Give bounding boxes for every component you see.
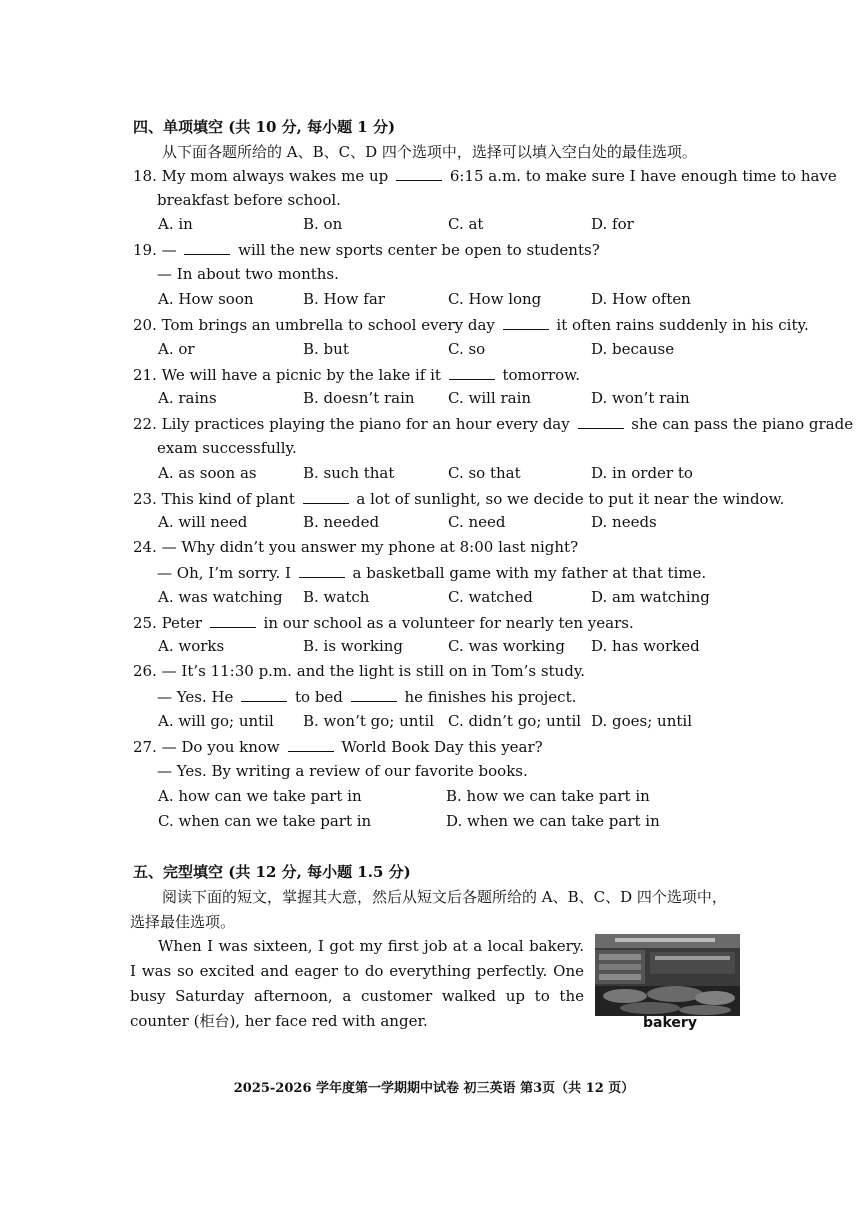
question-24-stem: 24. — Why didn’t you answer my phone at 8:00 last night? <box>133 538 579 556</box>
option-d: D. when we can take part in <box>446 812 660 830</box>
bakery-photo <box>595 934 740 1016</box>
section4-title: 四、单项填空 (共 10 分, 每小题 1 分) <box>133 118 396 136</box>
answer-blank <box>288 737 334 752</box>
question-27-options-row2 <box>158 812 778 834</box>
option-a: A. as soon as <box>158 464 257 482</box>
question-20-options <box>158 340 778 362</box>
question-18-cont: breakfast before school. <box>157 191 341 209</box>
option-a: A. was watching <box>158 588 283 606</box>
option-c: C. will rain <box>448 389 532 407</box>
question-19-options <box>158 290 778 312</box>
question-22-options <box>158 464 778 486</box>
question-19-cont: — In about two months. <box>157 265 339 283</box>
option-a: A. How soon <box>158 290 254 308</box>
question-26-cont: — Yes. He to bed he finishes his project. <box>157 688 577 706</box>
page-footer: 2025-2026 学年度第一学期期中试卷 初三英语 第3页（共 12 页） <box>233 1081 635 1096</box>
option-b: B. How far <box>303 290 385 308</box>
option-d: D. needs <box>591 513 657 531</box>
option-d: D. has worked <box>591 637 700 655</box>
section5-title: 五、完型填空 (共 12 分, 每小题 1.5 分) <box>133 863 411 881</box>
option-a: A. or <box>158 340 195 358</box>
option-c: C. watched <box>448 588 533 606</box>
question-22-stem: 22. Lily practices playing the piano for an hour every day she can pass the piano grade <box>133 415 854 433</box>
option-b: B. won’t go; until <box>303 712 435 730</box>
option-c: C. so that <box>448 464 521 482</box>
answer-blank <box>578 414 624 429</box>
option-d: D. am watching <box>591 588 710 606</box>
option-b: B. but <box>303 340 349 358</box>
question-26-stem: 26. — It’s 11:30 p.m. and the light is still on in Tom’s study. <box>133 662 586 680</box>
question-21-stem: 21. We will have a picnic by the lake if it tomorrow. <box>133 366 580 384</box>
option-d: D. because <box>591 340 675 358</box>
question-24-options <box>158 588 778 610</box>
option-c: C. didn’t go; until <box>448 712 582 730</box>
option-c: C. at <box>448 215 484 233</box>
cloze-passage: When I was sixteen, I got my first job at a local bakery. I was so excited and eager to do everything perfectly. One busy Saturday afternoon, a customer walked up to the counter (柜台), her face red with anger. <box>130 937 584 1030</box>
section5-instruction-line2: 选择最佳选项。 <box>130 913 236 931</box>
option-d: D. goes; until <box>591 712 693 730</box>
question-22-cont: exam successfully. <box>157 439 297 457</box>
option-b: B. how we can take part in <box>446 787 650 805</box>
question-24-cont: — Oh, I’m sorry. I a basketball game with my father at that time. <box>157 564 707 582</box>
option-b: B. is working <box>303 637 404 655</box>
question-20-stem: 20. Tom brings an umbrella to school every day it often rains suddenly in his city. <box>133 316 809 334</box>
question-26-options <box>158 712 778 734</box>
option-d: D. How often <box>591 290 691 308</box>
bakery-image <box>595 934 740 1016</box>
option-a: A. works <box>158 637 225 655</box>
question-27-options-row1 <box>158 787 778 809</box>
option-c: C. How long <box>448 290 542 308</box>
question-23-stem: 23. This kind of plant a lot of sunlight, so we decide to put it near the window. <box>133 490 785 508</box>
option-a: A. in <box>158 215 193 233</box>
section4-instruction: 从下面各题所给的 A、B、C、D 四个选项中，选择可以填入空白处的最佳选项。 <box>162 143 697 161</box>
option-b: B. on <box>303 215 343 233</box>
question-25-options <box>158 637 778 659</box>
answer-blank <box>351 687 397 702</box>
question-25-stem: 25. Peter in our school as a volunteer for nearly ten years. <box>133 614 634 632</box>
option-d: D. won’t rain <box>591 389 690 407</box>
option-c: C. when can we take part in <box>158 812 372 830</box>
option-b: B. such that <box>303 464 395 482</box>
answer-blank <box>184 240 230 255</box>
option-b: B. doesn’t rain <box>303 389 415 407</box>
option-b: B. watch <box>303 588 370 606</box>
option-a: A. will go; until <box>158 712 274 730</box>
option-a: A. how can we take part in <box>158 787 362 805</box>
option-d: D. for <box>591 215 634 233</box>
option-c: C. was working <box>448 637 565 655</box>
answer-blank <box>299 563 345 578</box>
option-b: B. needed <box>303 513 380 531</box>
question-23-options <box>158 513 778 535</box>
answer-blank <box>210 613 256 628</box>
option-c: C. so <box>448 340 486 358</box>
option-c: C. need <box>448 513 506 531</box>
question-18-options <box>158 215 778 237</box>
question-21-options <box>158 389 778 411</box>
section5-instruction-line1: 阅读下面的短文，掌握其大意，然后从短文后各题所给的 A、B、C、D 四个选项中， <box>162 888 727 906</box>
option-a: A. rains <box>158 389 217 407</box>
question-27-stem: 27. — Do you know World Book Day this year? <box>133 738 543 756</box>
image-caption: bakery <box>643 1015 697 1031</box>
answer-blank <box>241 687 287 702</box>
option-a: A. will need <box>158 513 248 531</box>
answer-blank <box>449 365 495 380</box>
question-18-stem: 18. My mom always wakes me up 6:15 a.m. to make sure I have enough time to have <box>133 167 837 185</box>
question-27-cont: — Yes. By writing a review of our favorite books. <box>157 762 528 780</box>
option-d: D. in order to <box>591 464 693 482</box>
answer-blank <box>396 166 442 181</box>
answer-blank <box>503 315 549 330</box>
question-19-stem: 19. — will the new sports center be open to students? <box>133 241 600 259</box>
answer-blank <box>303 489 349 504</box>
